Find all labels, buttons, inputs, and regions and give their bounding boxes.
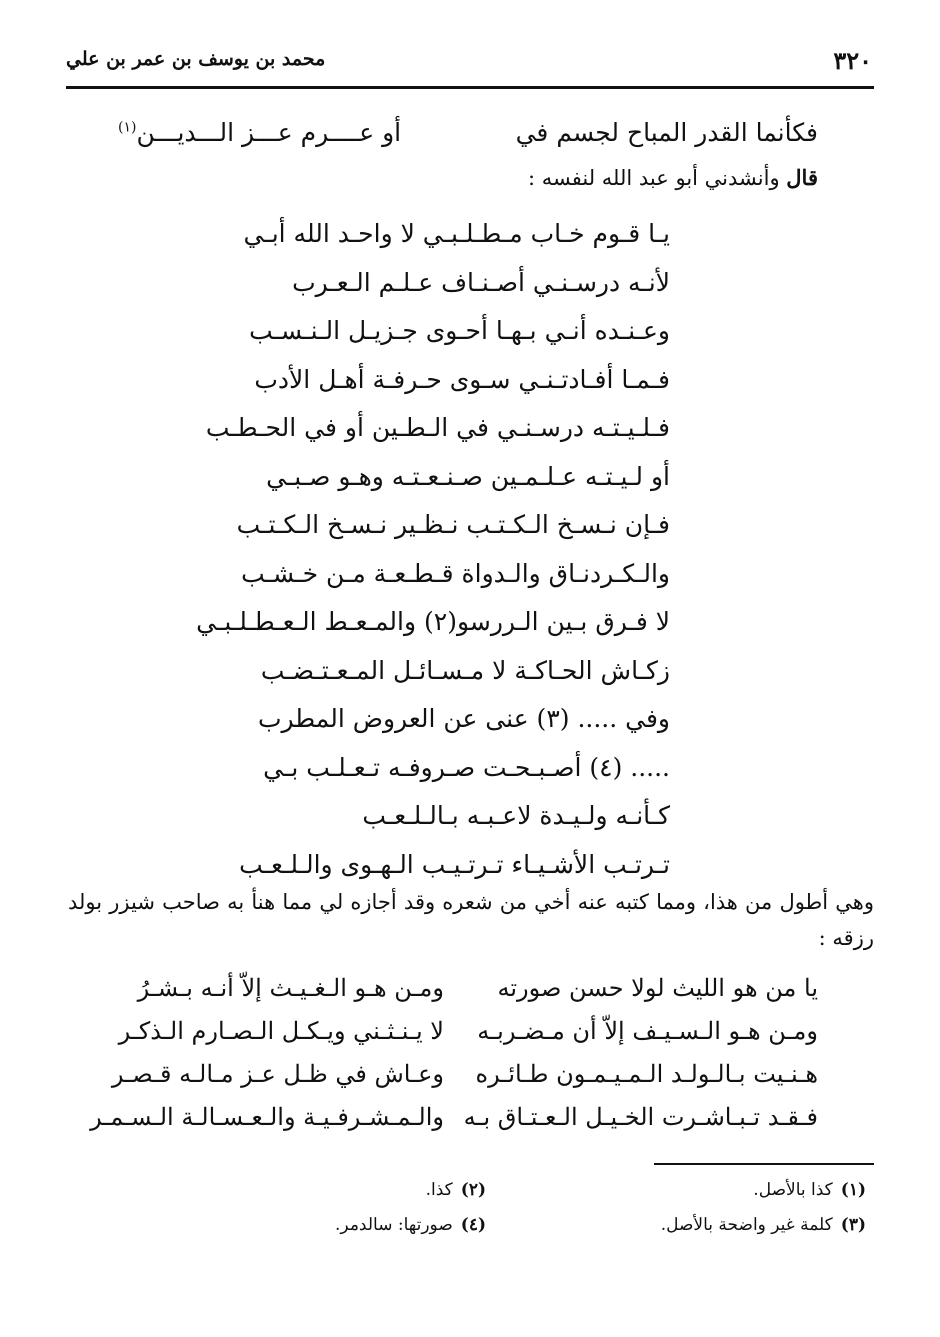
poem-line: لأنـه درسـنـي أصـنـاف عـلـم الـعـرب	[292, 267, 670, 297]
poem-line: فـإن نـسـخ الـكـتـب نـظـير نـسـخ الـكـتـب	[236, 510, 670, 539]
second-poem-verse	[114, 974, 818, 1018]
poem-line: وفي ..... (٣) عنى عن العروض المطرب	[257, 704, 670, 733]
footnote-number: (٤)	[460, 1215, 486, 1235]
poem-line: والـكـردنـاق والـدواة قـطـعـة مـن خـشـب	[241, 558, 670, 588]
second-poem-verse	[114, 1017, 818, 1061]
poem-line: لا فـرق بـين الـررسو(٢) والمـعـط الـعـطـلـبـي	[196, 607, 670, 636]
footnote-1	[753, 1180, 866, 1200]
poem-line: زكـاش الحـاكـة لا مـسـائـل المـعـتـضـب	[260, 655, 670, 685]
poem-line: ..... (٤) أصـبـحـت صـروفـه تـعـلـب بـي	[263, 752, 670, 782]
hemistich-second: وعـاش في ظـل عـز مـالـه قـصـر	[111, 1060, 444, 1088]
hemistich-second: والـمـشـرفـيـة والـعـسـالـة الـسـمـر	[90, 1103, 444, 1131]
hemistich-first: ومـن هـو الـسـيـف إلاّ أن مـضـربـه	[477, 1017, 818, 1045]
footnote-text: صورتها: سالدمر.	[335, 1215, 453, 1235]
hemistich-second: لا يـنـثـني ويـكـل الـصـارم الـذكـر	[118, 1017, 444, 1045]
footnote-rule	[654, 1163, 874, 1165]
poem	[196, 212, 670, 891]
first-verse-hemistich-1: فكأنما القدر المباح لجسم في	[515, 118, 818, 147]
footnote-number: (٢)	[460, 1180, 486, 1200]
footnote-ref-1: (١)	[118, 119, 137, 136]
prose-paragraph: وهي أطول من هذا، ومما كتبه عنه أخي من شعره وقد أجازه لي مما هنأ به صاحب شيزر بولد رزقه :	[68, 890, 874, 950]
poem-line: تـرتـب الأشـيـاء تـرتـيـب الـهـوى والـلـعـب	[239, 849, 670, 879]
header-rule	[66, 86, 874, 89]
second-poem-verse	[90, 1103, 818, 1147]
poem-line: كـأنـه ولـيـدة لاعـبـه بـالـلـعـب	[362, 801, 670, 830]
page-number: ٣٢٠	[833, 46, 872, 75]
hemistich-first: هـنـيت بـالـولـد الـمـيـمـون طـائـره	[475, 1060, 818, 1088]
hemistich-first: فـقـد تـبـاشـرت الخـيـل الـعـتـاق بـه	[463, 1103, 818, 1131]
hemistich-second: ومـن هـو الـغـيـث إلاّ أنـه بـشـرُ	[137, 974, 444, 1002]
footnote-text: كذا.	[425, 1180, 453, 1200]
intro-qala: قال	[786, 167, 818, 190]
poem-line: وعـنـده أنـي بـهـا أحـوى جـزيـل الـنـسـب	[249, 316, 670, 345]
second-poem-verse	[111, 1060, 818, 1104]
footnote-text: كلمة غير واضحة بالأصل.	[660, 1215, 833, 1235]
footnote-text: كذا بالأصل.	[753, 1180, 833, 1200]
poem-line: أو لـيـتـه عـلـمـين صـنـعـتـه وهـو صـبـي	[266, 461, 670, 491]
footnote-number: (٣)	[840, 1215, 866, 1235]
poem-line: فـلـيـتـه درسـنـي في الـطـين أو في الحـطـب	[205, 413, 670, 442]
hemistich-first: يا من هو الليث لولا حسن صورته	[497, 974, 818, 1002]
poem-line: فـمـا أفـادتـنـي سـوى حـرفـة أهـل الأدب	[254, 364, 670, 394]
footnote-4	[335, 1215, 486, 1235]
poem-line: يـا قـوم خـاب مـطـلـبـي لا واحـد الله أبـي	[243, 219, 670, 248]
footnote-number: (١)	[840, 1180, 866, 1200]
footnote-2	[426, 1180, 486, 1200]
intro-line	[528, 166, 818, 191]
first-verse-hemistich-2-text: أو عــــرم عـــز الـــديـــن	[136, 118, 402, 147]
intro-text: وأنشدني أبو عبد الله لنفسه :	[528, 166, 780, 190]
page-header	[66, 44, 872, 84]
first-verse-hemistich-2	[118, 118, 401, 147]
footnote-3	[661, 1215, 866, 1235]
first-verse	[118, 118, 818, 164]
running-title: محمد بن يوسف بن عمر بن علي	[66, 48, 326, 70]
